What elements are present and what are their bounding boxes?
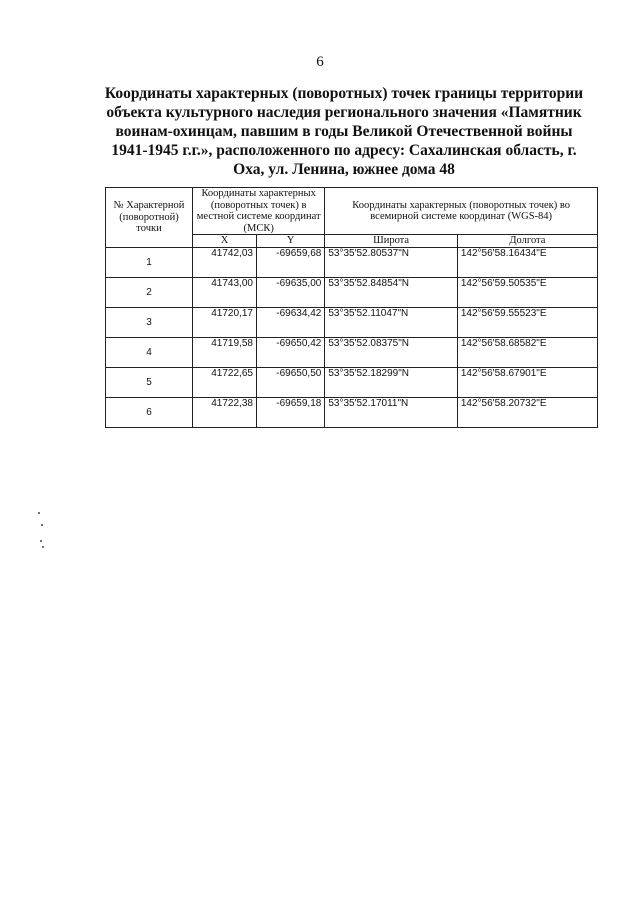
msk-y: -69635,00 (256, 277, 324, 307)
header-longitude: Долгота (457, 235, 597, 248)
msk-y: -69659,68 (256, 247, 324, 277)
msk-y: -69659,18 (256, 397, 324, 427)
msk-y: -69650,50 (256, 367, 324, 397)
point-number: 5 (106, 367, 193, 397)
longitude: 142°56'58.67901"E (457, 367, 597, 397)
scan-speck (42, 546, 44, 548)
table-row (106, 247, 598, 277)
point-number: 3 (106, 307, 193, 337)
table-row (106, 277, 598, 307)
msk-x: 41722,38 (193, 397, 257, 427)
point-number: 6 (106, 397, 193, 427)
scan-speck (40, 540, 42, 542)
latitude: 53°35'52.08375"N (325, 337, 458, 367)
msk-x: 41722,65 (193, 367, 257, 397)
longitude: 142°56'59.55523"E (457, 307, 597, 337)
latitude: 53°35'52.17011"N (325, 397, 458, 427)
table-row (106, 337, 598, 367)
msk-x: 41742,03 (193, 247, 257, 277)
point-number: 1 (106, 247, 193, 277)
latitude: 53°35'52.80537"N (325, 247, 458, 277)
header-wgs-coordinates: Координаты характерных (поворотных точек) во всемирной системе координат (WGS-84) (325, 188, 598, 235)
longitude: 142°56'59.50535"E (457, 277, 597, 307)
header-point-number: № Характерной (поворотной) точки (106, 188, 193, 248)
longitude: 142°56'58.68582"E (457, 337, 597, 367)
msk-y: -69634,42 (256, 307, 324, 337)
msk-x: 41719,58 (193, 337, 257, 367)
page-number: 6 (316, 54, 324, 70)
document-title: Координаты характерных (поворотных) точек границы территории объекта культурного наследия регионального значения «Памятник воинам-охинцам, павшим в годы Великой Отечественной войны 1941-1945 г.г.», расположенного по адресу: Сахалинская область, г. Оха, ул. Ленина, южнее дома 48 (104, 85, 584, 178)
msk-y: -69650,42 (256, 337, 324, 367)
table-row (106, 397, 598, 427)
msk-x: 41720,17 (193, 307, 257, 337)
msk-x: 41743,00 (193, 277, 257, 307)
latitude: 53°35'52.84854"N (325, 277, 458, 307)
point-number: 2 (106, 277, 193, 307)
header-x: X (193, 235, 257, 248)
table-row (106, 307, 598, 337)
header-latitude: Широта (325, 235, 458, 248)
header-y: Y (256, 235, 324, 248)
longitude: 142°56'58.16434"E (457, 247, 597, 277)
longitude: 142°56'58.20732"E (457, 397, 597, 427)
latitude: 53°35'52.11047"N (325, 307, 458, 337)
scan-speck (38, 512, 40, 514)
header-msk-coordinates: Координаты характерных (поворотных точек) в местной системе координат (МСК) (193, 188, 325, 235)
scan-speck (41, 524, 43, 526)
table-row (106, 367, 598, 397)
coordinates-table (105, 187, 598, 428)
latitude: 53°35'52.18299"N (325, 367, 458, 397)
point-number: 4 (106, 337, 193, 367)
